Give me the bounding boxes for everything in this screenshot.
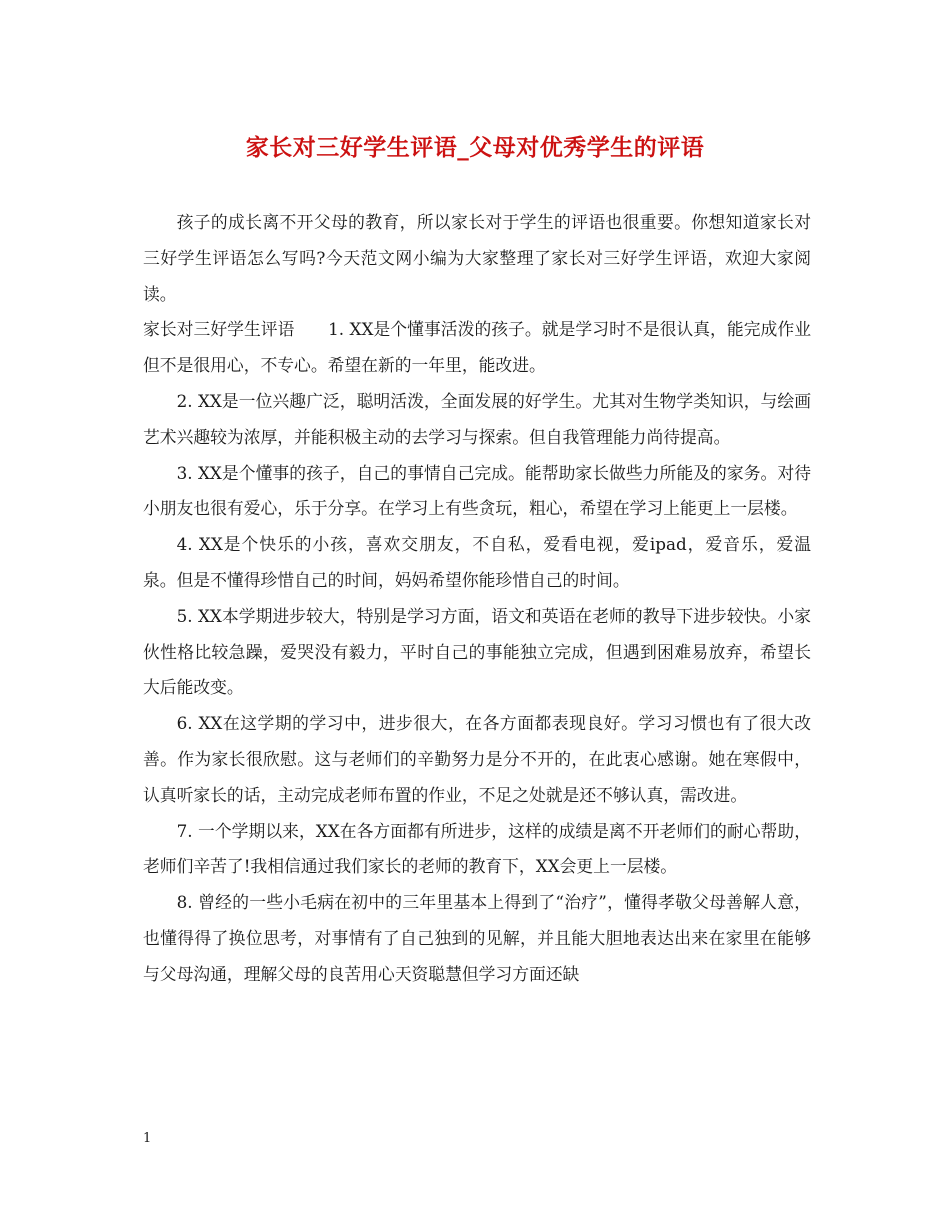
comment-paragraph-6: 6. XX在这学期的学习中，进步很大，在各方面都表现良好。学习习惯也有了很大改善。作为家长很欣慰。这与老师们的辛勤努力是分不开的，在此衷心感谢。她在寒假中，认真听家长的话，主动完成老师布置的作业，不足之处就是还不够认真，需改进。 [143,713,811,805]
comment-paragraph-7: 7. 一个学期以来，XX在各方面都有所进步，这样的成绩是离不开老师们的耐心帮助，老师们辛苦了!我相信通过我们家长的老师的教育下，XX会更上一层楼。 [143,820,811,877]
page-number: 1 [143,1131,152,1146]
comment-paragraph-4: 4. XX是个快乐的小孩，喜欢交朋友，不自私，爱看电视，爱ipad，爱音乐，爱温泉。但是不懂得珍惜自己的时间，妈妈希望你能珍惜自己的时间。 [143,534,811,590]
comment-paragraph-1: 家长对三好学生评语 1. XX是个懂事活泼的孩子。就是学习时不是很认真，能完成作业但不是很用心，不专心。希望在新的一年里，能改进。 [143,319,811,376]
comment-paragraph-8: 8. 曾经的一些小毛病在初中的三年里基本上得到了“治疗”，懂得孝敬父母善解人意，也懂得得了换位思考，对事情有了自己独到的见解，并且能大胆地表达出来在家里在能够与父母沟通，理解父母的良苦用心天资聪慧但学习方面还缺 [143,892,811,984]
comment-paragraph-2: 2. XX是一位兴趣广泛，聪明活泼，全面发展的好学生。尤其对生物学类知识，与绘画艺术兴趣较为浓厚，并能积极主动的去学习与探索。但自我管理能力尚待提高。 [143,390,811,447]
intro-paragraph: 孩子的成长离不开父母的教育，所以家长对于学生的评语也很重要。你想知道家长对三好学生评语怎么写吗?今天范文网小编为大家整理了家长对三好学生评语，欢迎大家阅读。 [143,212,811,304]
comment-paragraph-5: 5. XX本学期进步较大，特别是学习方面，语文和英语在老师的教导下进步较快。小家伙性格比较急躁，爱哭没有毅力，平时自己的事能独立完成，但遇到困难易放弃，希望长大后能改变。 [143,605,811,698]
document-title: 家长对三好学生评语_父母对优秀学生的评语 [245,134,705,161]
document-body [143,205,811,993]
comment-paragraph-3: 3. XX是个懂事的孩子，自己的事情自己完成。能帮助家长做些力所能及的家务。对待小朋友也很有爱心，乐于分享。在学习上有些贪玩，粗心，希望在学习上能更上一层楼。 [143,462,811,519]
